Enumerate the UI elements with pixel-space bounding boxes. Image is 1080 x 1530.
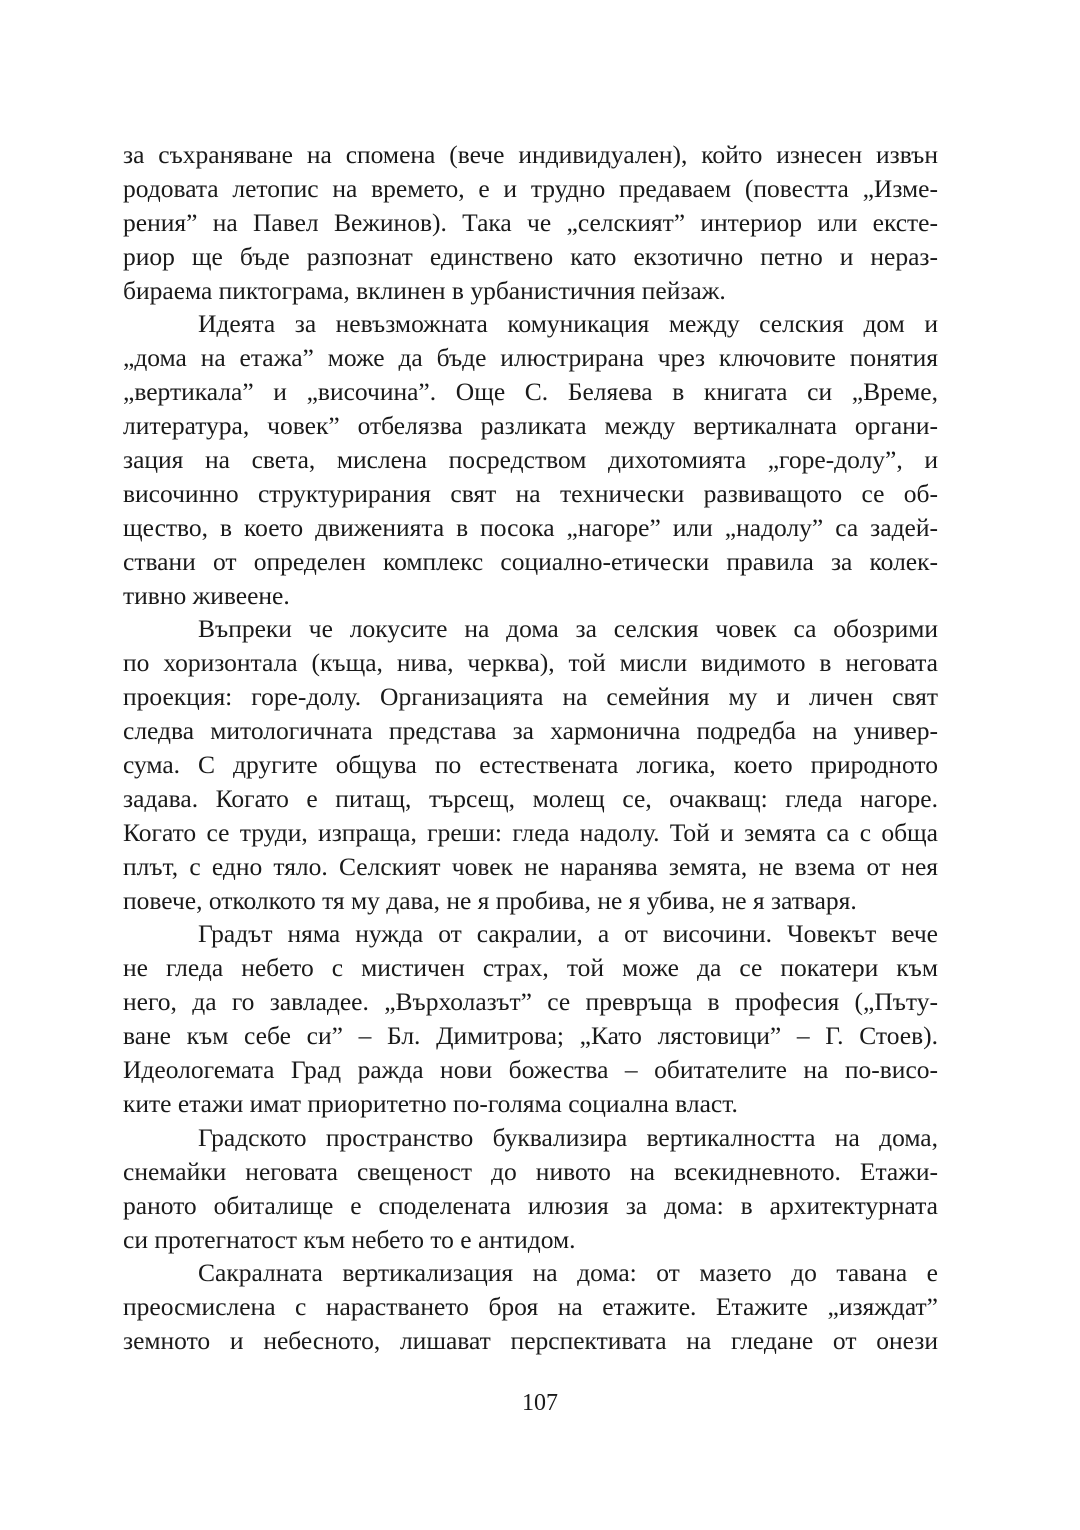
text-line: земното и небесното, лишават перспективата на гледане от онези	[123, 1326, 938, 1356]
text-line: Сакралната вертикализация на дома: от мазето до тавана е	[198, 1258, 938, 1288]
text-line: бираема пиктограма, вклинен в урбанистичния пейзаж.	[123, 275, 726, 305]
text-line: него, да го завладее. „Върхолазът” се превръща в професия („Пъту-	[123, 987, 938, 1017]
text-line: Идеологемата Град ражда нови божества – обитателите на по-висо-	[123, 1055, 938, 1085]
text-line: риор ще бъде разпознат единствено като екзотично петно и нераз-	[123, 241, 938, 271]
text-line: снемайки неговата свещеност до нивото на всекидневното. Етажи-	[123, 1156, 938, 1186]
page-number: 107	[522, 1390, 558, 1416]
text-line: ствани от определен комплекс социално-етически правила за колек-	[123, 546, 938, 576]
text-line: следва митологичната представа за хармонична подредба на универ-	[123, 716, 938, 746]
text-line: родовата летопис на времето, е и трудно предаваем (повестта „Изме-	[123, 173, 938, 203]
text-line: ване към себе си” – Бл. Димитрова; „Като лястовици” – Г. Стоев).	[123, 1021, 938, 1051]
text-line: проекция: горе-долу. Организацията на семейния му и личен свят	[123, 682, 938, 712]
text-line: сума. С другите общува по естествената логика, което природното	[123, 750, 938, 780]
text-line: плът, с едно тяло. Селският човек не наранява земята, не взема от нея	[123, 851, 938, 881]
text-line: тивно живеене.	[123, 580, 290, 610]
text-line: задава. Когато е питащ, търсещ, молещ се, очакващ: гледа нагоре.	[123, 783, 938, 813]
text-line: зация на света, мислена посредством дихотомията „горе-долу”, и	[123, 445, 938, 475]
text-line: ките етажи имат приоритетно по-голяма социална власт.	[123, 1088, 738, 1118]
text-line: височинно структурирания свят на технически развиващото се об-	[123, 478, 938, 508]
text-line: повече, отколкото тя му дава, не я пробива, не я убива, не я затваря.	[123, 885, 857, 915]
text-line: „дома на етажа” може да бъде илюстрирана чрез ключовите понятия	[123, 343, 938, 373]
text-line: по хоризонтала (къща, нива, черква), той мисли видимото в неговата	[123, 648, 938, 678]
text-line: Идеята за невъзможната комуникация между селския дом и	[198, 309, 938, 339]
text-line: литература, човек” отбелязва разликата между вертикалната органи-	[123, 411, 938, 441]
text-line: Въпреки че локусите на дома за селския човек са обозрими	[198, 614, 938, 644]
text-line: не гледа небето с мистичен страх, той може да се покатери към	[123, 953, 938, 983]
text-line: Градът няма нужда от сакралии, а от височини. Човекът вече	[198, 919, 938, 949]
body-text	[123, 138, 938, 1358]
text-line: щество, в което движенията в посока „нагоре” или „надолу” са задей-	[123, 512, 938, 542]
text-line: си протегнатост към небето то е антидом.	[123, 1224, 576, 1254]
text-line: Когато се труди, изпраща, греши: гледа надолу. Той и земята са с обща	[123, 817, 938, 847]
text-line: Градското пространство буквализира вертикалността на дома,	[198, 1122, 938, 1152]
text-line: преосмислена с нарастването броя на етажите. Етажите „изяждат”	[123, 1292, 938, 1322]
text-line: раното обиталище е споделената илюзия за дома: в архитектурната	[123, 1190, 938, 1220]
text-line: за съхраняване на спомена (вече индивидуален), който изнесен извън	[123, 140, 938, 169]
text-line: „вертикала” и „височина”. Още С. Беляева в книгата си „Време,	[123, 377, 938, 407]
text-line: рения” на Павел Вежинов). Така че „селският” интериор или ексте-	[123, 207, 938, 237]
